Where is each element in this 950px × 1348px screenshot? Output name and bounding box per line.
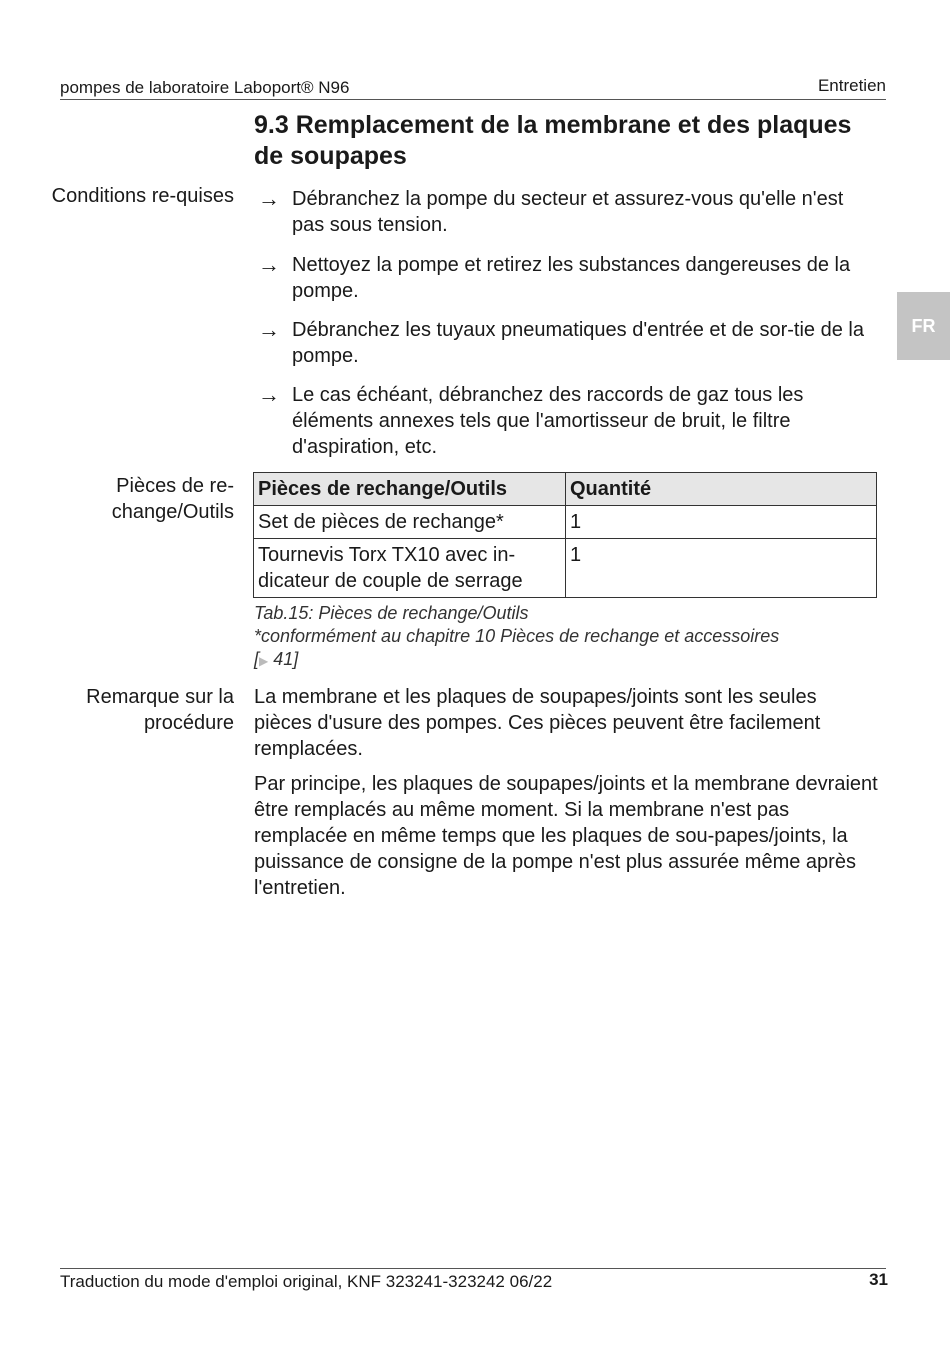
footer-document-info: Traduction du mode d'emploi original, KNF 323241-323242 06/22: [60, 1272, 553, 1291]
condition-step: [258, 252, 878, 304]
caption-note: *conformément au chapitre 10 Pièces de rechange et accessoires: [254, 626, 780, 646]
conditions-label: Conditions re-quises: [51, 185, 234, 207]
language-tab: FR: [897, 292, 950, 360]
table-cell-part: Set de pièces de rechange*: [254, 506, 566, 539]
table-cell-quantity: 1: [566, 539, 877, 598]
remark-paragraph: La membrane et les plaques de soupapes/joints sont les seules pièces d'usure des pompes. Ces pièces peuvent être facilement remplacées.: [254, 686, 821, 760]
condition-step: [258, 186, 878, 238]
caption-title: Tab.15: Pièces de rechange/Outils: [254, 603, 529, 623]
table-header-row: [254, 473, 877, 506]
page-link-arrow-icon: ▶: [259, 654, 269, 668]
remark-label: Remarque sur la procédure: [86, 686, 234, 734]
condition-step-text: Nettoyez la pompe et retirez les substances dangereuses de la pompe.: [292, 254, 851, 302]
section-title: 9.3 Remplacement de la membrane et des plaques de soupapes: [254, 111, 852, 170]
parts-table: [253, 472, 877, 598]
condition-step-text: Débranchez les tuyaux pneumatiques d'entrée et de sor-tie de la pompe.: [292, 319, 864, 367]
footer-divider: [60, 1268, 886, 1269]
header-product: pompes de laboratoire Laboport® N96: [60, 78, 350, 97]
header-chapter: Entretien: [817, 76, 886, 95]
remark-paragraph: Par principe, les plaques de soupapes/joints et la membrane devraient être remplacés au même moment. Si la membrane n'est pas remplacée en même temps que les plaques de sou-papes/joints, la puissance de consigne de la pompe n'est plus assurée même après l'entretien.: [254, 773, 878, 899]
caption-page-reference[interactable]: [▶ 41]: [254, 649, 299, 669]
header-divider: [60, 99, 886, 100]
parts-label: Pièces de re-change/Outils: [111, 475, 234, 523]
table-caption: [254, 602, 874, 673]
condition-step-text: Débranchez la pompe du secteur et assurez-vous qu'elle n'est pas sous tension.: [292, 188, 844, 236]
condition-step-text: Le cas échéant, débranchez des raccords de gaz tous les éléments annexes tels que l'amortisseur de bruit, le filtre d'aspiration, etc.: [292, 384, 804, 458]
column-header-parts: Pièces de rechange/Outils: [254, 473, 566, 506]
table-row: [254, 506, 877, 539]
condition-step: [258, 382, 878, 460]
condition-step: [258, 317, 878, 369]
table-cell-part: Tournevis Torx TX10 avec in-dicateur de couple de serrage: [254, 539, 566, 598]
column-header-quantity: Quantité: [566, 473, 877, 506]
arrow-right-icon: →: [258, 382, 280, 407]
arrow-right-icon: →: [258, 252, 280, 277]
table-cell-quantity: 1: [566, 506, 877, 539]
table-row: [254, 539, 877, 598]
arrow-right-icon: →: [258, 186, 280, 211]
page-number: 31: [869, 1270, 888, 1289]
arrow-right-icon: →: [258, 317, 280, 342]
